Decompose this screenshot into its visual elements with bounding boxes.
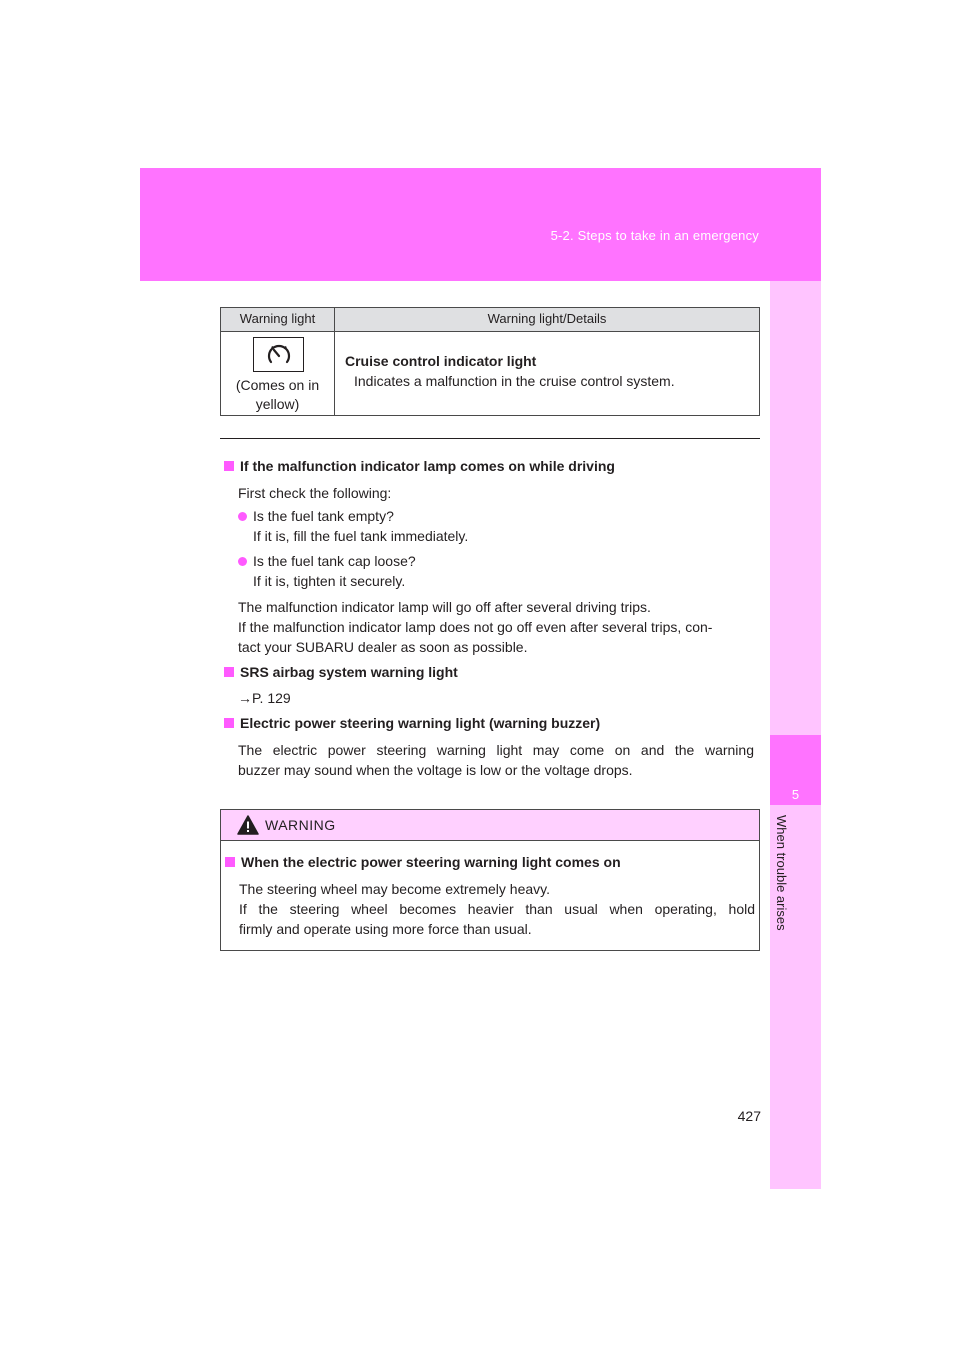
col-details-header: Warning light/Details: [487, 311, 607, 326]
chapter-tab: [770, 735, 821, 805]
column-divider: [334, 308, 335, 415]
mil-heading: If the malfunction indicator lamp comes on while driving: [224, 456, 615, 476]
square-bullet-icon: [224, 461, 234, 471]
chapter-title: When trouble arises: [774, 815, 789, 931]
warning-label: WARNING: [265, 817, 336, 833]
warning-triangle-icon: [237, 815, 259, 835]
mil-intro: First check the following:: [238, 485, 392, 501]
cruise-control-icon: [253, 337, 304, 372]
mil-para-2-line-1: If the malfunction indicator lamp does not go off even after several trips, con-: [238, 619, 713, 635]
color-note: (Comes on in yellow): [235, 377, 320, 412]
chapter-number: 5: [791, 787, 800, 802]
warning-light-table: [220, 307, 760, 416]
mil-para-2-line-2: tact your SUBARU dealer as soon as possible.: [238, 639, 528, 655]
srs-heading: SRS airbag system warning light: [224, 662, 458, 682]
square-bullet-icon: [224, 718, 234, 728]
page-number: 427: [737, 1108, 761, 1124]
check-item-2: Is the fuel tank cap loose?: [238, 551, 416, 571]
col-warning-light-header: Warning light: [239, 311, 316, 326]
header-band: [140, 168, 821, 281]
eps-heading: Electric power steering warning light (warning buzzer): [224, 713, 600, 733]
circle-bullet-icon: [238, 512, 247, 521]
check-item-2-answer: If it is, tighten it securely.: [253, 573, 406, 589]
section-title: 5-2. Steps to take in an emergency: [550, 228, 759, 243]
square-bullet-icon: [224, 667, 234, 677]
warning-line-3: firmly and operate using more force than usual.: [239, 921, 532, 937]
table-header: [221, 308, 759, 332]
srs-page-reference: →P. 129: [238, 690, 291, 706]
square-bullet-icon: [225, 857, 235, 867]
warning-line-2: If the steering wheel becomes heavier than usual when operating, hold: [239, 901, 755, 917]
warning-header: [221, 810, 759, 841]
section-divider: [220, 438, 760, 439]
circle-bullet-icon: [238, 557, 247, 566]
eps-line-1: The electric power steering warning light may come on and the warning: [238, 742, 754, 758]
check-item-1-answer: If it is, fill the fuel tank immediately.: [253, 528, 469, 544]
warning-heading: When the electric power steering warning light comes on: [225, 852, 621, 872]
eps-line-2: buzzer may sound when the voltage is low or the voltage drops.: [238, 762, 633, 778]
check-item-1: Is the fuel tank empty?: [238, 506, 394, 526]
warning-light-name: Cruise control indicator light: [345, 353, 537, 369]
mil-para-1: The malfunction indicator lamp will go off after several driving trips.: [238, 599, 651, 615]
warning-box: [220, 809, 760, 951]
warning-line-1: The steering wheel may become extremely heavy.: [239, 881, 550, 897]
warning-light-detail: Indicates a malfunction in the cruise control system.: [354, 373, 675, 389]
